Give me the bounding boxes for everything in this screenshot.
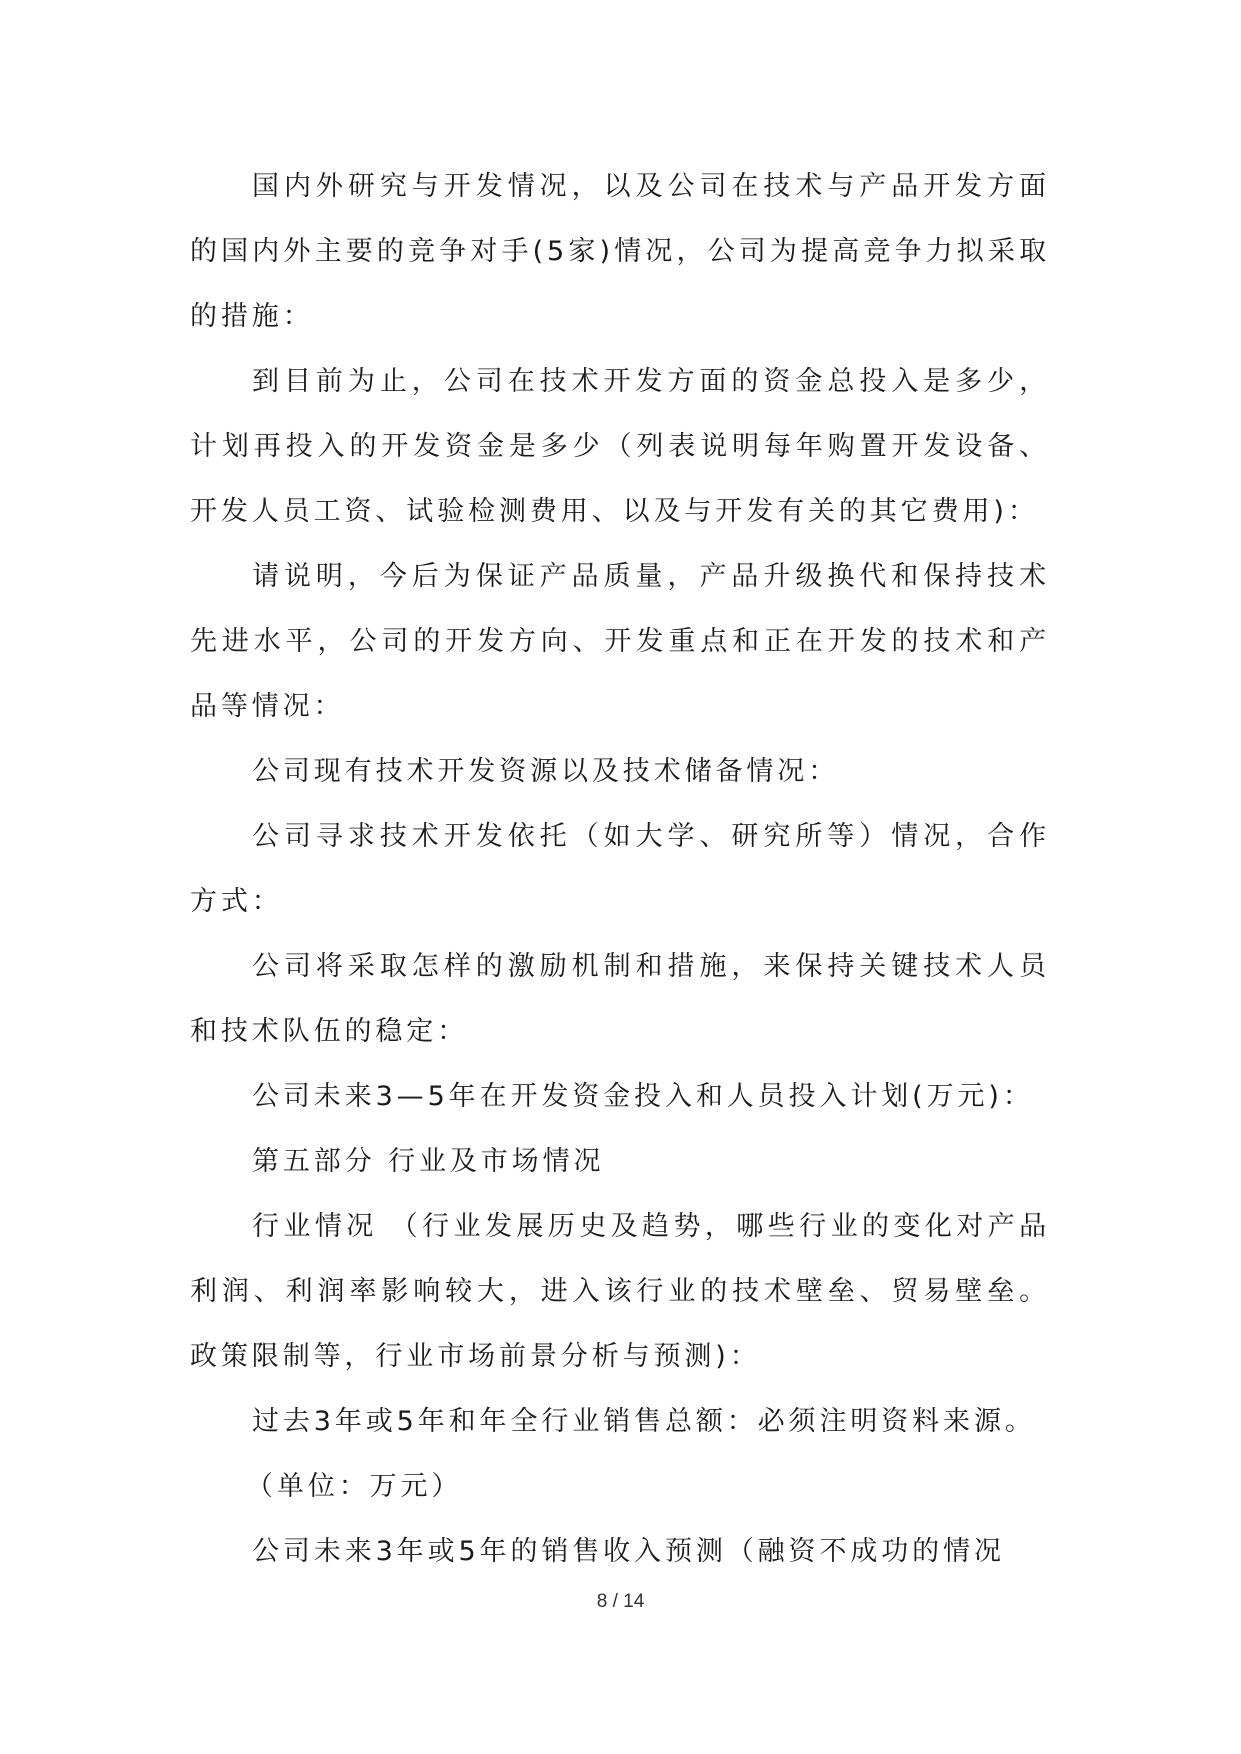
paragraph-investment-plan: 公司未来3—5年在开发资金投入和人员投入计划(万元)： [252, 1081, 1034, 1112]
page-number: 8 / 14 [596, 1591, 645, 1612]
paragraph-industry-situation: 行业情况 （行业发展历史及趋势，哪些行业的变化对产品利润、利润率影响较大，进入该行业的技术壁垒、贸易壁垒。政策限制等，行业市场前景分析与预测)： [190, 1211, 1050, 1372]
paragraph-incentives: 公司将采取怎样的激励机制和措施，来保持关键技术人员和技术队伍的稳定： [190, 951, 1050, 1047]
paragraph-rd-overview: 国内外研究与开发情况，以及公司在技术与产品开发方面的国内外主要的竞争对手(5家)情况，公司为提高竞争力拟采取的措施： [190, 171, 1050, 332]
unit-note: （单位：万元） [246, 1471, 463, 1502]
paragraph-tech-partners: 公司寻求技术开发依托（如大学、研究所等）情况，合作方式： [190, 821, 1050, 917]
paragraph-industry-sales: 过去3年或5年和年全行业销售总额：必须注明资料来源。 [252, 1406, 1036, 1437]
paragraph-development-direction: 请说明，今后为保证产品质量，产品升级换代和保持技术先进水平，公司的开发方向、开发重点和正在开发的技术和产品等情况： [190, 561, 1050, 722]
section-heading: 第五部分 行业及市场情况 [252, 1146, 605, 1177]
paragraph-rd-investment: 到目前为止，公司在技术开发方面的资金总投入是多少，计划再投入的开发资金是多少（列表说明每年购置开发设备、开发人员工资、试验检测费用、以及与开发有关的其它费用)： [190, 366, 1050, 527]
document-body [190, 154, 1050, 1584]
paragraph-sales-forecast: 公司未来3年或5年的销售收入预测（融资不成功的情况 [252, 1536, 1005, 1567]
paragraph-tech-resources: 公司现有技术开发资源以及技术储备情况： [252, 756, 840, 787]
